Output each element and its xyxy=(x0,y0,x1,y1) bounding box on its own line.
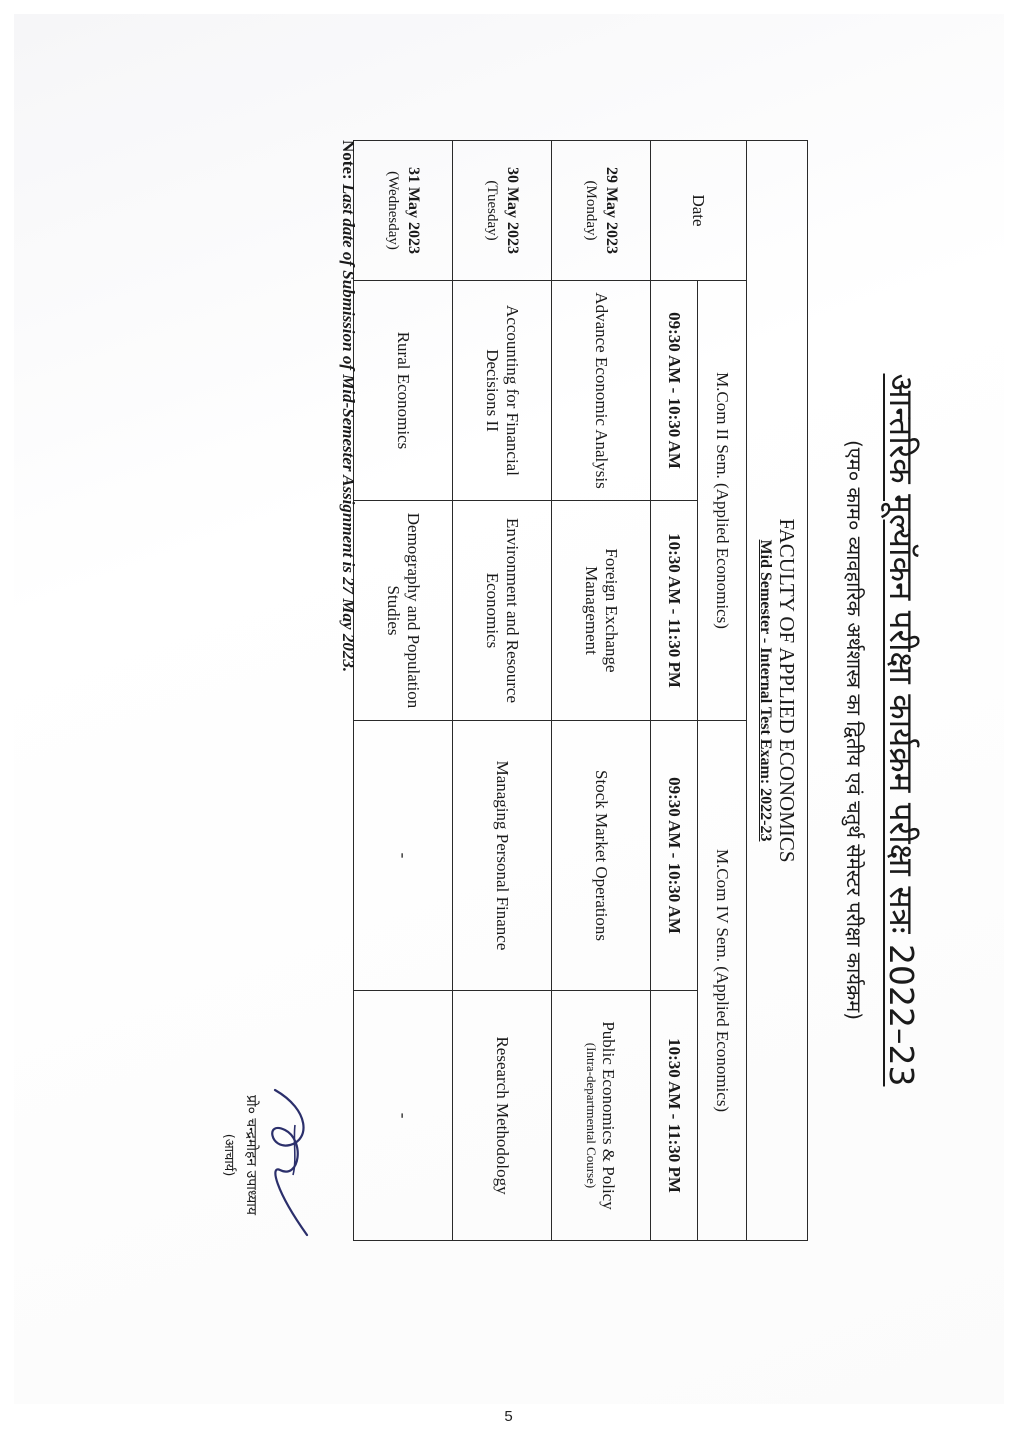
paper-cell: Demography and Population Studies xyxy=(354,501,453,721)
note xyxy=(338,140,358,1240)
paper-cell: - xyxy=(354,721,453,991)
exam-date: 30 May 2023 xyxy=(504,166,521,255)
date-cell xyxy=(453,141,552,281)
time-slot: 10:30 AM - 11:30 PM xyxy=(651,991,698,1241)
faculty-header-cell xyxy=(747,141,808,1241)
time-slot: 09:30 AM - 10:30 AM xyxy=(651,721,698,991)
paper-cell: - xyxy=(354,991,453,1241)
paper-cell: Managing Personal Finance xyxy=(453,721,552,991)
signatory-name: प्रो० चन्द्रमोहन उपाध्याय xyxy=(243,1094,259,1215)
exam-schedule-table xyxy=(353,140,808,1241)
paper-note: (Intra-departmental Course) xyxy=(584,1042,599,1189)
sem4-header: M.Com IV Sem. (Applied Economics) xyxy=(698,721,747,1241)
note-text: Last date of Submission of Mid-Semester Assignment is 27 May 2023. xyxy=(339,183,358,673)
time-slot: 09:30 AM - 10:30 AM xyxy=(651,281,698,501)
paper-cell: Stock Market Operations xyxy=(552,721,651,991)
time-slot: 10:30 AM - 11:30 PM xyxy=(651,501,698,721)
paper-cell xyxy=(552,991,651,1241)
exam-date: 29 May 2023 xyxy=(603,166,620,255)
date-cell xyxy=(354,141,453,281)
date-cell xyxy=(552,141,651,281)
sem2-header: M.Com II Sem. (Applied Economics) xyxy=(698,281,747,721)
table-row xyxy=(354,141,453,1241)
exam-date: 31 May 2023 xyxy=(405,166,422,255)
page-number: 5 xyxy=(504,1408,513,1425)
faculty-name: FACULTY OF APPLIED ECONOMICS xyxy=(775,518,799,863)
paper-cell: Advance Economic Analysis xyxy=(552,281,651,501)
exam-title: Mid Semester - Internal Test Exam: 2022-23 xyxy=(757,539,774,842)
paper-cell: Accounting for Financial Decisions II xyxy=(453,281,552,501)
paper-cell: Rural Economics xyxy=(354,281,453,501)
exam-day: (Tuesday) xyxy=(484,180,500,241)
table-row xyxy=(552,141,651,1241)
note-label: Note: xyxy=(339,140,358,180)
signature-block xyxy=(195,1070,315,1250)
exam-day: (Monday) xyxy=(583,180,599,241)
paper-cell: Environment and Resource Economics xyxy=(453,501,552,721)
table-row xyxy=(453,141,552,1241)
paper-cell: Foreign Exchange Management xyxy=(552,501,651,721)
exam-day: (Wednesday) xyxy=(385,171,401,250)
paper-name: Public Economics & Policy xyxy=(599,1021,618,1210)
hindi-title: आन्तरिक मूल्यॉकन परीक्षा कार्यक्रम परीक्षा सत्रः 2022–23 xyxy=(882,373,921,1087)
date-header: Date xyxy=(651,141,747,281)
paper-cell: Research Methodology xyxy=(453,991,552,1241)
hindi-subtitle: (एम० काम० व्यावहारिक अर्थशास्त्र का द्वितीय एवं चतुर्थ सेमेस्टर परीक्षा कार्यक्रम) xyxy=(842,439,866,1021)
signature-scribble-icon xyxy=(255,1070,315,1240)
rotated-document xyxy=(185,80,925,1310)
signatory-designation: (आचार्य) xyxy=(221,1133,236,1177)
